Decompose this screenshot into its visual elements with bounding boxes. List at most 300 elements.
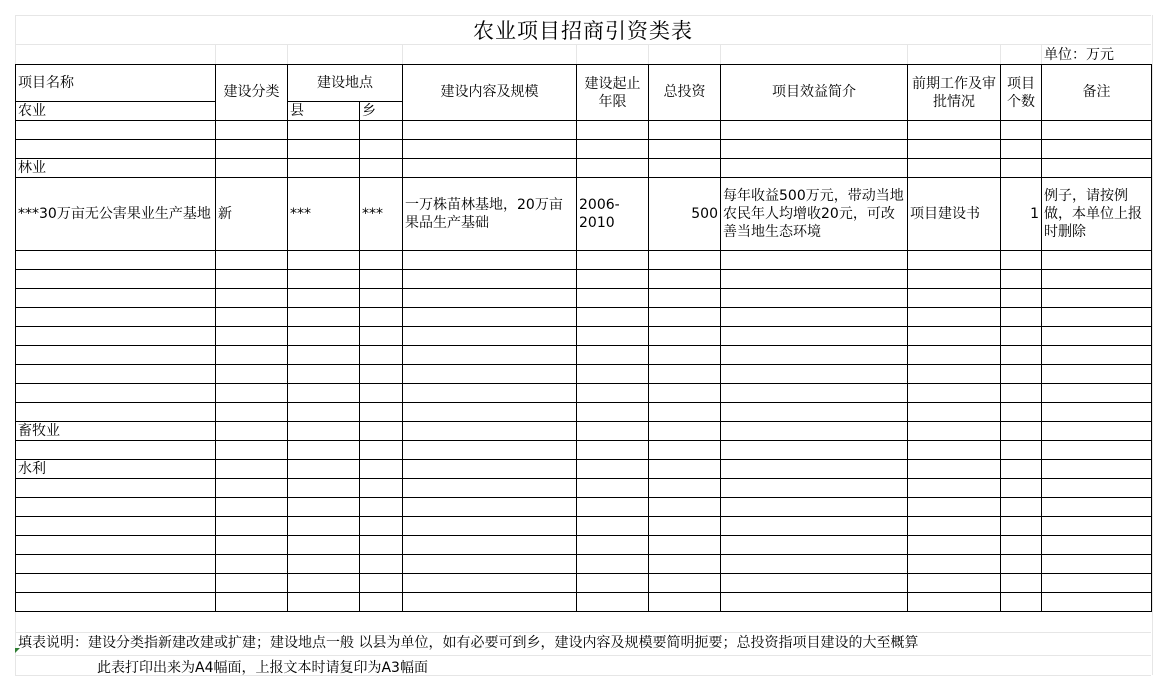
table-cell[interactable] <box>908 159 1001 178</box>
table-cell[interactable] <box>1042 403 1152 422</box>
table-row <box>16 178 1152 251</box>
table-cell[interactable] <box>649 422 721 441</box>
table-cell[interactable] <box>403 574 577 593</box>
gridline <box>576 44 577 64</box>
table-cell[interactable] <box>649 536 721 555</box>
table-cell[interactable] <box>577 593 649 612</box>
table-row <box>16 460 1152 479</box>
table-cell[interactable] <box>721 422 908 441</box>
table-cell[interactable] <box>288 159 360 178</box>
table-cell[interactable] <box>288 479 360 498</box>
table-cell[interactable] <box>288 140 360 159</box>
table-cell[interactable] <box>360 517 403 536</box>
header-count[interactable]: 项目个数 <box>1001 65 1042 121</box>
table-cell[interactable] <box>216 384 288 403</box>
table-row <box>16 327 1152 346</box>
project-table <box>15 64 1152 612</box>
table-row <box>16 365 1152 384</box>
table-cell[interactable] <box>403 441 577 460</box>
table-cell[interactable] <box>577 384 649 403</box>
gridline <box>720 44 721 64</box>
table-cell[interactable] <box>216 441 288 460</box>
table-cell[interactable] <box>908 441 1001 460</box>
table-cell[interactable] <box>403 422 577 441</box>
cell-township[interactable]: *** <box>360 178 403 251</box>
table-cell[interactable] <box>1001 517 1042 536</box>
table-cell[interactable] <box>288 327 360 346</box>
table-cell[interactable] <box>908 574 1001 593</box>
table-cell[interactable] <box>216 574 288 593</box>
table-cell[interactable] <box>216 289 288 308</box>
table-row <box>16 593 1152 612</box>
table-cell[interactable] <box>721 555 908 574</box>
header-preliminary[interactable]: 前期工作及审批情况 <box>908 65 1001 121</box>
header-category[interactable]: 建设分类 <box>216 65 288 121</box>
table-cell[interactable] <box>1001 479 1042 498</box>
header-content[interactable]: 建设内容及规模 <box>403 65 577 121</box>
table-cell[interactable] <box>403 460 577 479</box>
section-water[interactable]: 水利 <box>16 460 216 479</box>
table-cell[interactable] <box>577 270 649 289</box>
table-cell[interactable] <box>216 517 288 536</box>
table-cell[interactable] <box>577 308 649 327</box>
table-cell[interactable] <box>1042 479 1152 498</box>
table-cell[interactable] <box>649 159 721 178</box>
table-cell[interactable] <box>288 346 360 365</box>
table-cell[interactable] <box>1001 289 1042 308</box>
table-cell[interactable] <box>216 159 288 178</box>
table-cell[interactable] <box>1042 251 1152 270</box>
table-cell[interactable] <box>360 536 403 555</box>
header-township[interactable]: 乡 <box>360 102 403 121</box>
table-cell[interactable] <box>649 140 721 159</box>
table-cell[interactable] <box>16 536 216 555</box>
table-row <box>16 159 1152 178</box>
table-cell[interactable] <box>16 574 216 593</box>
table-cell[interactable] <box>649 327 721 346</box>
table-row <box>16 555 1152 574</box>
gridline <box>15 632 1151 633</box>
table-cell[interactable] <box>908 593 1001 612</box>
table-cell[interactable] <box>1001 460 1042 479</box>
table-cell[interactable] <box>288 403 360 422</box>
table-cell[interactable] <box>216 479 288 498</box>
table-cell[interactable] <box>649 593 721 612</box>
table-cell[interactable] <box>649 384 721 403</box>
table-cell[interactable] <box>721 403 908 422</box>
table-cell[interactable] <box>360 593 403 612</box>
table-cell[interactable] <box>649 498 721 517</box>
table-cell[interactable] <box>577 536 649 555</box>
table-cell[interactable] <box>288 574 360 593</box>
table-cell[interactable] <box>577 365 649 384</box>
table-cell[interactable] <box>908 308 1001 327</box>
table-cell[interactable] <box>908 460 1001 479</box>
cell-investment[interactable]: 500 <box>649 178 721 251</box>
table-cell[interactable] <box>216 346 288 365</box>
table-cell[interactable] <box>360 422 403 441</box>
table-cell[interactable] <box>1042 536 1152 555</box>
table-cell[interactable] <box>721 251 908 270</box>
table-row <box>16 121 1152 140</box>
header-name[interactable]: 项目名称 <box>16 65 216 102</box>
table-cell[interactable] <box>1042 140 1152 159</box>
table-cell[interactable] <box>649 346 721 365</box>
table-cell[interactable] <box>649 365 721 384</box>
table-cell[interactable] <box>1042 346 1152 365</box>
table-cell[interactable] <box>360 574 403 593</box>
table-cell[interactable] <box>360 460 403 479</box>
table-cell[interactable] <box>288 422 360 441</box>
gridline <box>215 44 216 64</box>
table-cell[interactable] <box>403 159 577 178</box>
table-cell[interactable] <box>16 121 216 140</box>
table-cell[interactable] <box>403 517 577 536</box>
table-cell[interactable] <box>1042 159 1152 178</box>
table-cell[interactable] <box>403 365 577 384</box>
table-cell[interactable] <box>360 555 403 574</box>
table-cell[interactable] <box>288 270 360 289</box>
table-cell[interactable] <box>1042 517 1152 536</box>
table-cell[interactable] <box>908 403 1001 422</box>
table-cell[interactable] <box>216 555 288 574</box>
table-cell[interactable] <box>577 517 649 536</box>
table-cell[interactable] <box>577 346 649 365</box>
table-row <box>16 289 1152 308</box>
cell-preliminary[interactable]: 项目建设书 <box>908 178 1001 251</box>
table-cell[interactable] <box>908 327 1001 346</box>
cell-period[interactable]: 2006-2010 <box>577 178 649 251</box>
table-cell[interactable] <box>1042 327 1152 346</box>
table-cell[interactable] <box>360 121 403 140</box>
table-cell[interactable] <box>216 403 288 422</box>
table-cell[interactable] <box>360 498 403 517</box>
table-cell[interactable] <box>1001 498 1042 517</box>
table-cell[interactable] <box>216 536 288 555</box>
table-cell[interactable] <box>1001 251 1042 270</box>
table-cell[interactable] <box>288 384 360 403</box>
fill-instructions: 填表说明：建设分类指新建改建或扩建；建设地点一般 以县为单位，如有必要可到乡，建设内容及规模要简明扼要；总投资指项目建设的大至概算 <box>18 635 919 651</box>
table-cell[interactable] <box>360 384 403 403</box>
table-cell[interactable] <box>360 308 403 327</box>
table-cell[interactable] <box>649 251 721 270</box>
table-cell[interactable] <box>403 536 577 555</box>
table-cell[interactable] <box>908 365 1001 384</box>
table-cell[interactable] <box>216 498 288 517</box>
table-cell[interactable] <box>288 498 360 517</box>
table-cell[interactable] <box>288 289 360 308</box>
table-cell[interactable] <box>403 121 577 140</box>
table-cell[interactable] <box>1001 384 1042 403</box>
table-cell[interactable] <box>1001 441 1042 460</box>
section-forestry[interactable]: 林业 <box>16 159 216 178</box>
table-cell[interactable] <box>360 289 403 308</box>
cell-benefit[interactable]: 每年收益500万元，带动当地农民年人均增收20元，可改善当地生态环境 <box>721 178 908 251</box>
table-cell[interactable] <box>16 441 216 460</box>
table-cell[interactable] <box>288 555 360 574</box>
table-cell[interactable] <box>1042 289 1152 308</box>
table-cell[interactable] <box>577 479 649 498</box>
table-cell[interactable] <box>908 479 1001 498</box>
table-cell[interactable] <box>908 555 1001 574</box>
table-cell[interactable] <box>908 498 1001 517</box>
table-cell[interactable] <box>721 365 908 384</box>
table-cell[interactable] <box>908 289 1001 308</box>
table-cell[interactable] <box>1001 536 1042 555</box>
table-row <box>16 422 1152 441</box>
table-cell[interactable] <box>577 460 649 479</box>
cell-county[interactable]: *** <box>288 178 360 251</box>
header-benefit[interactable]: 项目效益简介 <box>721 65 908 121</box>
table-cell[interactable] <box>1042 121 1152 140</box>
table-cell[interactable] <box>216 140 288 159</box>
table-cell[interactable] <box>577 159 649 178</box>
table-cell[interactable] <box>403 289 577 308</box>
table-cell[interactable] <box>908 270 1001 289</box>
table-cell[interactable] <box>216 422 288 441</box>
gridline <box>1041 44 1042 64</box>
print-instructions: 此表打印出来为A4幅面，上报文本时请复印为A3幅面 <box>97 660 428 676</box>
table-cell[interactable] <box>360 159 403 178</box>
table-cell[interactable] <box>1042 308 1152 327</box>
table-cell[interactable] <box>216 121 288 140</box>
table-cell[interactable] <box>649 289 721 308</box>
table-cell[interactable] <box>908 121 1001 140</box>
table-cell[interactable] <box>16 498 216 517</box>
table-row <box>16 517 1152 536</box>
cell-content[interactable]: 一万株苗林基地，20万亩果品生产基础 <box>403 178 577 251</box>
table-cell[interactable] <box>1042 384 1152 403</box>
table-cell[interactable] <box>721 289 908 308</box>
table-row <box>16 270 1152 289</box>
table-cell[interactable] <box>577 289 649 308</box>
table-cell[interactable] <box>16 251 216 270</box>
table-cell[interactable] <box>908 422 1001 441</box>
table-cell[interactable] <box>577 555 649 574</box>
gridline <box>1000 44 1001 64</box>
table-cell[interactable] <box>649 555 721 574</box>
table-row <box>16 479 1152 498</box>
table-cell[interactable] <box>1001 574 1042 593</box>
table-cell[interactable] <box>1001 593 1042 612</box>
table-cell[interactable] <box>16 270 216 289</box>
table-row <box>16 251 1152 270</box>
table-cell[interactable] <box>1042 422 1152 441</box>
table-cell[interactable] <box>288 251 360 270</box>
table-cell[interactable] <box>288 121 360 140</box>
table-cell[interactable] <box>908 140 1001 159</box>
unit-label: 单位：万元 <box>1044 47 1114 63</box>
table-cell[interactable] <box>16 327 216 346</box>
table-cell[interactable] <box>403 140 577 159</box>
header-remarks[interactable]: 备注 <box>1042 65 1152 121</box>
gridline <box>15 655 1151 656</box>
table-cell[interactable] <box>577 140 649 159</box>
table-cell[interactable] <box>1042 365 1152 384</box>
table-cell[interactable] <box>288 365 360 384</box>
table-cell[interactable] <box>577 574 649 593</box>
table-cell[interactable] <box>288 441 360 460</box>
table-cell[interactable] <box>403 403 577 422</box>
table-cell[interactable] <box>403 384 577 403</box>
table-cell[interactable] <box>16 289 216 308</box>
header-period[interactable]: 建设起止年限 <box>577 65 649 121</box>
table-cell[interactable] <box>288 536 360 555</box>
table-cell[interactable] <box>288 308 360 327</box>
table-cell[interactable] <box>360 346 403 365</box>
table-cell[interactable] <box>403 346 577 365</box>
table-cell[interactable] <box>721 327 908 346</box>
table-cell[interactable] <box>908 517 1001 536</box>
table-cell[interactable] <box>1001 365 1042 384</box>
table-cell[interactable] <box>216 460 288 479</box>
cell-remarks[interactable]: 例子，请按例做，本单位上报时删除 <box>1042 178 1152 251</box>
cell-category[interactable]: 新 <box>216 178 288 251</box>
table-cell[interactable] <box>649 517 721 536</box>
table-cell[interactable] <box>360 479 403 498</box>
table-cell[interactable] <box>403 593 577 612</box>
table-cell[interactable] <box>1042 441 1152 460</box>
table-cell[interactable] <box>721 574 908 593</box>
table-cell[interactable] <box>216 593 288 612</box>
table-cell[interactable] <box>1042 555 1152 574</box>
table-cell[interactable] <box>1001 270 1042 289</box>
table-row <box>16 498 1152 517</box>
table-cell[interactable] <box>721 593 908 612</box>
table-cell[interactable] <box>16 555 216 574</box>
table-cell[interactable] <box>1042 498 1152 517</box>
table-cell[interactable] <box>216 251 288 270</box>
table-cell[interactable] <box>1042 593 1152 612</box>
table-cell[interactable] <box>1042 574 1152 593</box>
table-cell[interactable] <box>577 422 649 441</box>
table-cell[interactable] <box>1001 422 1042 441</box>
table-cell[interactable] <box>1001 308 1042 327</box>
header-investment[interactable]: 总投资 <box>649 65 721 121</box>
table-cell[interactable] <box>360 403 403 422</box>
table-cell[interactable] <box>649 121 721 140</box>
table-cell[interactable] <box>360 327 403 346</box>
table-cell[interactable] <box>288 593 360 612</box>
table-row <box>16 403 1152 422</box>
table-cell[interactable] <box>16 140 216 159</box>
table-cell[interactable] <box>577 498 649 517</box>
gridline <box>402 44 403 64</box>
table-cell[interactable] <box>577 251 649 270</box>
table-cell[interactable] <box>649 308 721 327</box>
table-cell[interactable] <box>360 365 403 384</box>
table-cell[interactable] <box>1001 140 1042 159</box>
table-cell[interactable] <box>577 441 649 460</box>
table-cell[interactable] <box>16 479 216 498</box>
table-cell[interactable] <box>649 270 721 289</box>
table-cell[interactable] <box>16 384 216 403</box>
section-agriculture[interactable]: 农业 <box>16 102 216 121</box>
cell-count[interactable]: 1 <box>1001 178 1042 251</box>
table-cell[interactable] <box>16 308 216 327</box>
table-cell[interactable] <box>1001 555 1042 574</box>
table-cell[interactable] <box>1001 159 1042 178</box>
table-cell[interactable] <box>721 140 908 159</box>
table-cell[interactable] <box>721 517 908 536</box>
table-cell[interactable] <box>216 327 288 346</box>
table-cell[interactable] <box>360 270 403 289</box>
table-cell[interactable] <box>1001 121 1042 140</box>
cell-project-name[interactable]: ***30万亩无公害果业生产基地 <box>16 178 216 251</box>
table-cell[interactable] <box>649 460 721 479</box>
table-cell[interactable] <box>1001 403 1042 422</box>
table-cell[interactable] <box>721 460 908 479</box>
table-cell[interactable] <box>908 536 1001 555</box>
table-cell[interactable] <box>16 346 216 365</box>
table-cell[interactable] <box>360 140 403 159</box>
table-row <box>16 441 1152 460</box>
header-county[interactable]: 县 <box>288 102 360 121</box>
table-cell[interactable] <box>721 121 908 140</box>
table-cell[interactable] <box>16 403 216 422</box>
table-cell[interactable] <box>403 251 577 270</box>
table-cell[interactable] <box>16 593 216 612</box>
table-cell[interactable] <box>577 121 649 140</box>
table-cell[interactable] <box>649 441 721 460</box>
table-cell[interactable] <box>721 159 908 178</box>
table-cell[interactable] <box>577 403 649 422</box>
table-cell[interactable] <box>360 441 403 460</box>
header-location[interactable]: 建设地点 <box>288 65 403 102</box>
table-cell[interactable] <box>649 479 721 498</box>
table-cell[interactable] <box>577 327 649 346</box>
table-cell[interactable] <box>16 365 216 384</box>
table-row <box>16 140 1152 159</box>
table-cell[interactable] <box>1001 346 1042 365</box>
table-row <box>16 346 1152 365</box>
table-cell[interactable] <box>1042 270 1152 289</box>
table-cell[interactable] <box>908 251 1001 270</box>
table-cell[interactable] <box>721 384 908 403</box>
table-cell[interactable] <box>216 365 288 384</box>
table-cell[interactable] <box>1042 460 1152 479</box>
table-cell[interactable] <box>403 308 577 327</box>
table-row <box>16 308 1152 327</box>
table-cell[interactable] <box>403 479 577 498</box>
table-cell[interactable] <box>216 270 288 289</box>
table-cell[interactable] <box>288 517 360 536</box>
table-cell[interactable] <box>1001 327 1042 346</box>
table-cell[interactable] <box>908 384 1001 403</box>
table-cell[interactable] <box>16 517 216 536</box>
gridline <box>15 44 1151 45</box>
table-row <box>16 384 1152 403</box>
table-cell[interactable] <box>403 498 577 517</box>
table-cell[interactable] <box>721 441 908 460</box>
table-cell[interactable] <box>403 555 577 574</box>
table-cell[interactable] <box>403 270 577 289</box>
table-cell[interactable] <box>721 346 908 365</box>
table-cell[interactable] <box>721 498 908 517</box>
table-cell[interactable] <box>908 346 1001 365</box>
table-cell[interactable] <box>288 460 360 479</box>
table-cell[interactable] <box>360 251 403 270</box>
table-cell[interactable] <box>721 479 908 498</box>
table-cell[interactable] <box>721 270 908 289</box>
table-cell[interactable] <box>721 308 908 327</box>
table-cell[interactable] <box>649 403 721 422</box>
section-livestock[interactable]: 畜牧业 <box>16 422 216 441</box>
table-cell[interactable] <box>216 308 288 327</box>
table-cell[interactable] <box>403 327 577 346</box>
table-cell[interactable] <box>721 536 908 555</box>
table-cell[interactable] <box>649 574 721 593</box>
